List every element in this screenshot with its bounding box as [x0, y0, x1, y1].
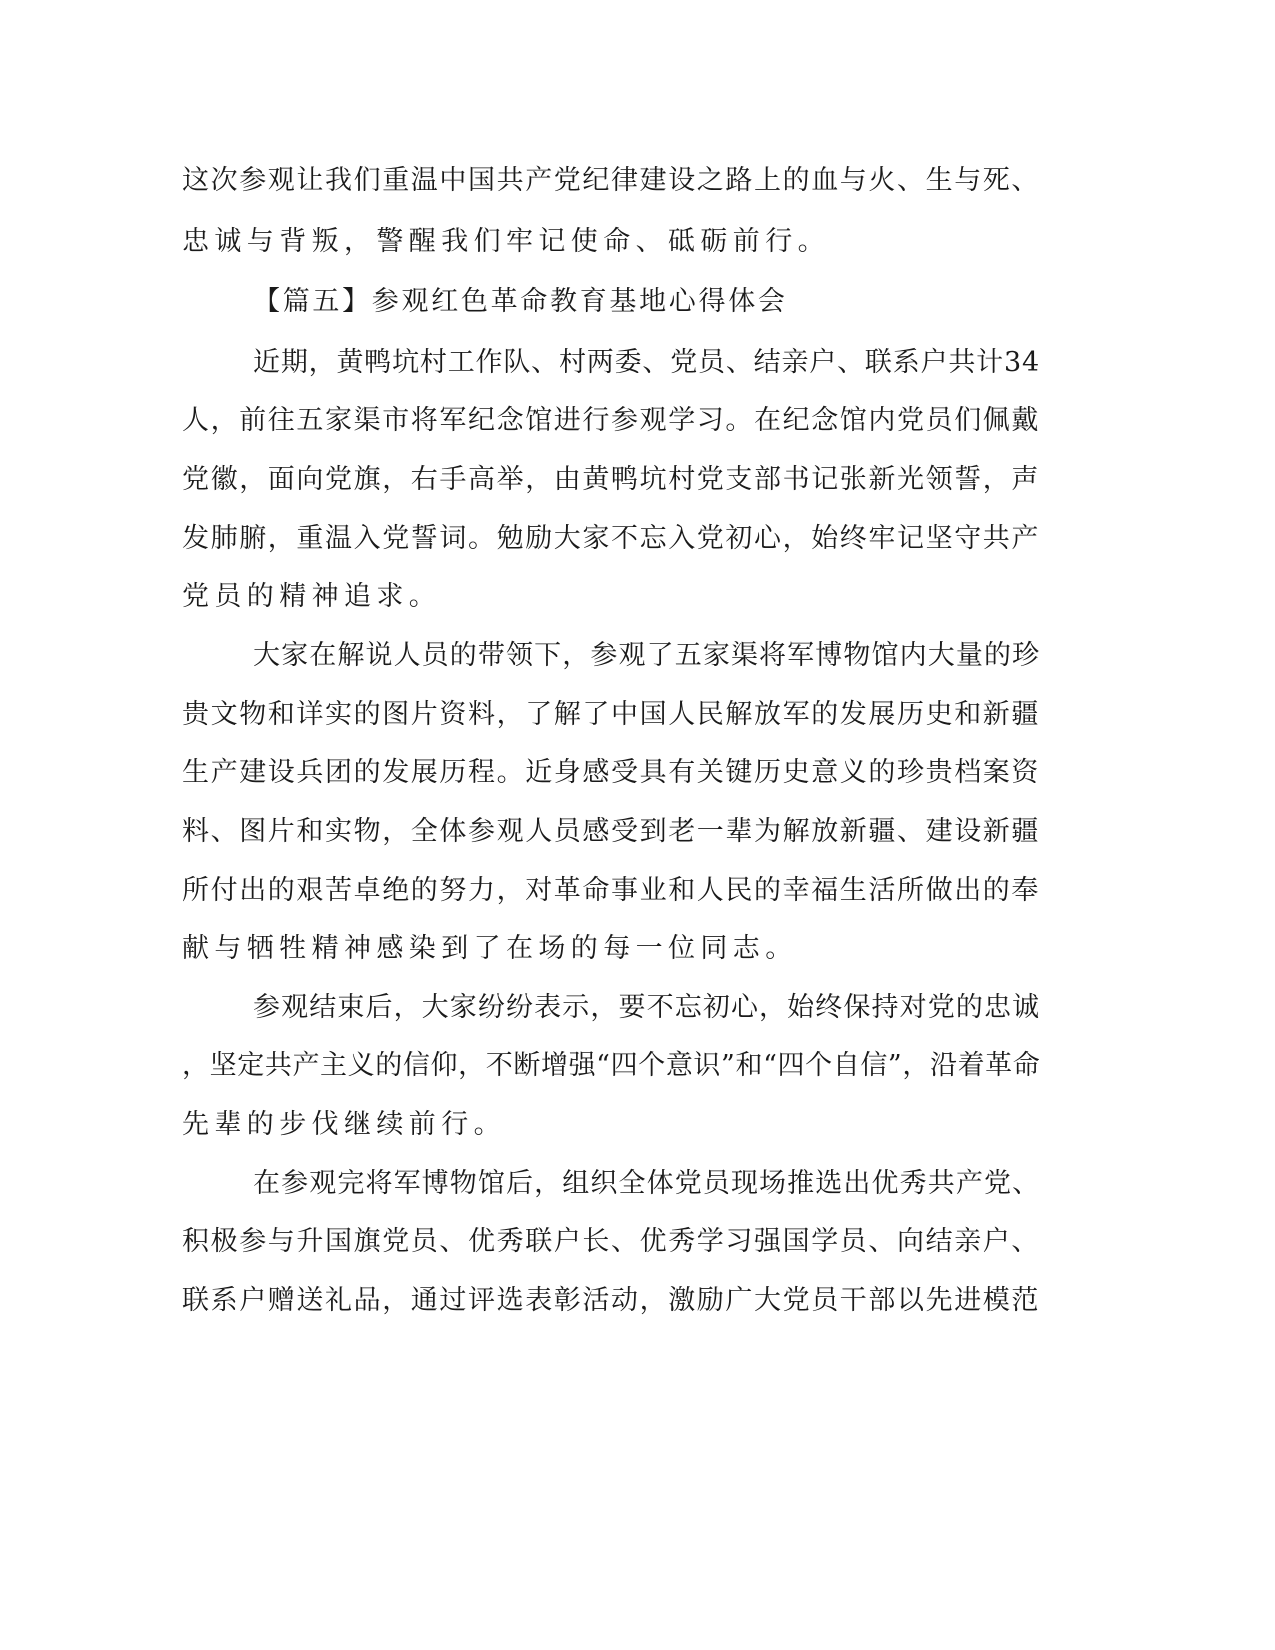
paragraph-line: 发肺腑，重温入党誓词。勉励大家不忘入党初心，始终牢记坚守共产	[182, 523, 1040, 554]
paragraph-line: 党员的精神追求。	[182, 581, 442, 612]
paragraph-line: 参观结束后，大家纷纷表示，要不忘初心，始终保持对党的忠诚	[253, 992, 1041, 1023]
paragraph-line: 在参观完将军博物馆后，组织全体党员现场推选出优秀共产党、	[253, 1168, 1041, 1199]
paragraph-line: 献与牺牲精神感染到了在场的每一位同志。	[182, 933, 798, 964]
paragraph-line: 贵文物和详实的图片资料，了解了中国人民解放军的发展历史和新疆	[182, 699, 1040, 730]
paragraph-line: 近期，黄鸭坑村工作队、村两委、党员、结亲户、联系户共计34	[253, 347, 1040, 378]
paragraph-line: 联系户赠送礼品，通过评选表彰活动，激励广大党员干部以先进模范	[182, 1285, 1040, 1316]
paragraph-line: 这次参观让我们重温中国共产党纪律建设之路上的血与火、生与死、	[182, 165, 1040, 196]
paragraph-line: 党徽，面向党旗，右手高举，由黄鸭坑村党支部书记张新光领誓，声	[182, 464, 1040, 495]
paragraph-line: 生产建设兵团的发展历程。近身感受具有关键历史意义的珍贵档案资	[182, 757, 1040, 788]
paragraph-line: 所付出的艰苦卓绝的努力，对革命事业和人民的幸福生活所做出的奉	[182, 875, 1040, 906]
paragraph-line: 先辈的步伐继续前行。	[182, 1109, 506, 1140]
section-heading: 【篇五】参观红色革命教育基地心得体会	[253, 286, 788, 317]
paragraph-line: 人，前往五家渠市将军纪念馆进行参观学习。在纪念馆内党员们佩戴	[182, 405, 1040, 436]
paragraph-line: 大家在解说人员的带领下，参观了五家渠将军博物馆内大量的珍	[253, 640, 1041, 671]
paragraph-line: ，坚定共产主义的信仰，不断增强“四个意识”和“四个自信”，沿着革命	[182, 1050, 1041, 1081]
paragraph-line: 料、图片和实物，全体参观人员感受到老一辈为解放新疆、建设新疆	[182, 816, 1040, 847]
paragraph-line: 忠诚与背叛，警醒我们牢记使命、砥砺前行。	[182, 226, 830, 257]
paragraph-line: 积极参与升国旗党员、优秀联户长、优秀学习强国学员、向结亲户、	[182, 1226, 1040, 1257]
